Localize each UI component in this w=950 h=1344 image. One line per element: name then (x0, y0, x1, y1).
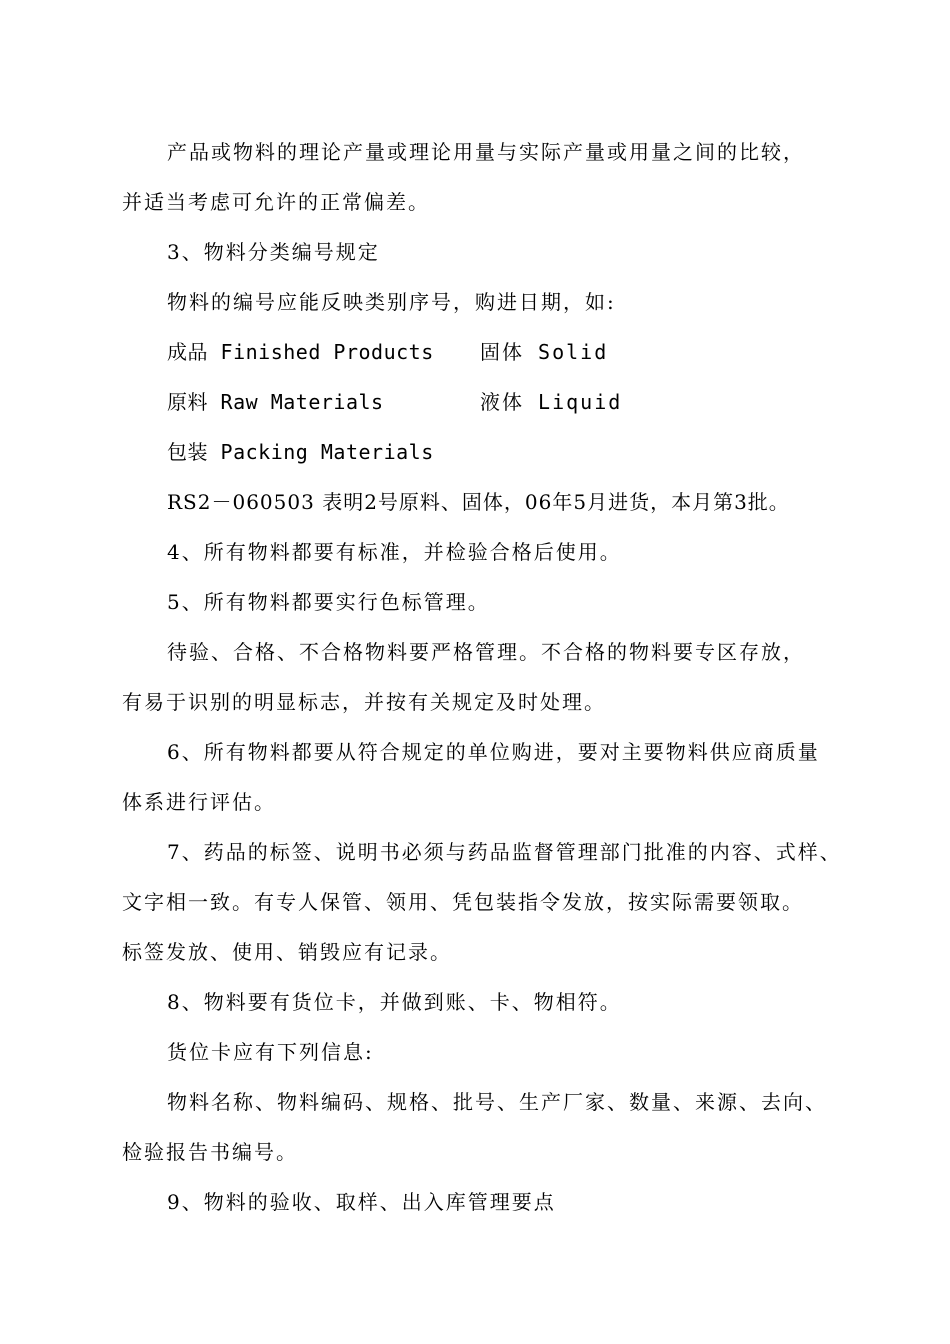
category-solid: 固体 Solid (480, 340, 609, 364)
section-heading: 5、所有物料都要实行色标管理。 (167, 590, 490, 614)
section-heading: 7、药品的标签、说明书必须与药品监督管理部门批准的内容、式样、 (167, 840, 842, 864)
paragraph-line: 产品或物料的理论产量或理论用量与实际产量或用量之间的比较， (167, 140, 805, 164)
code-example-line: RS2－060503 表明2号原料、固体，06年5月进货，本月第3批。 (167, 490, 790, 514)
paragraph-line: 物料的编号应能反映类别序号，购进日期，如: (167, 290, 616, 314)
paragraph-line: 检验报告书编号。 (122, 1140, 298, 1164)
paragraph-line: 体系进行评估。 (122, 790, 276, 814)
paragraph-line: 货位卡应有下列信息: (167, 1040, 374, 1064)
section-heading: 4、所有物料都要有标准，并检验合格后使用。 (167, 540, 622, 564)
section-heading: 9、物料的验收、取样、出入库管理要点 (167, 1190, 556, 1214)
paragraph-line: 物料名称、物料编码、规格、批号、生产厂家、数量、来源、去向、 (167, 1090, 827, 1114)
section-heading: 3、物料分类编号规定 (167, 240, 380, 264)
paragraph-line: 文字相一致。有专人保管、领用、凭包装指令发放，按实际需要领取。 (122, 890, 804, 914)
category-packing-materials: 包装 Packing Materials (167, 440, 434, 464)
paragraph-line: 并适当考虑可允许的正常偏差。 (122, 190, 430, 214)
category-liquid: 液体 Liquid (480, 390, 623, 414)
paragraph-line: 标签发放、使用、销毁应有记录。 (122, 940, 452, 964)
section-heading: 8、物料要有货位卡，并做到账、卡、物相符。 (167, 990, 622, 1014)
paragraph-line: 待验、合格、不合格物料要严格管理。不合格的物料要专区存放， (167, 640, 805, 664)
category-raw-materials: 原料 Raw Materials (167, 390, 384, 414)
section-heading: 6、所有物料都要从符合规定的单位购进，要对主要物料供应商质量 (167, 740, 820, 764)
category-finished-products: 成品 Finished Products (167, 340, 434, 364)
paragraph-line: 有易于识别的明显标志，并按有关规定及时处理。 (122, 690, 606, 714)
